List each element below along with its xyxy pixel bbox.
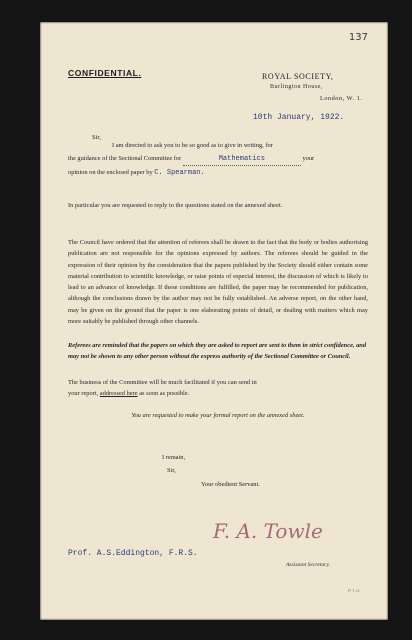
request-line-3-start: opinion on the enclosed paper by [68, 169, 153, 176]
folio-number: 137 [348, 32, 368, 43]
report-request-line-1: The business of the Committee will be much facilitated if you can send in [68, 379, 257, 386]
annexed-questions-paragraph: In particular you are requested to reply to the questions stated on the annexed sheet. [68, 202, 283, 209]
request-line-3 [68, 167, 205, 179]
committee-value: Mathematics [218, 155, 265, 163]
request-line-2-end: your [302, 155, 315, 162]
report-request-line-2 [68, 388, 368, 399]
closing-sir: Sir, [167, 467, 176, 474]
report-request-start: your report, [68, 390, 99, 398]
report-request-end: as soon as possible. [139, 390, 190, 398]
request-line-2-start: the guidance of the Sectional Committee for [68, 155, 182, 162]
author-value: C. Spearman. [154, 169, 205, 177]
request-line-2 [68, 153, 314, 166]
recipient-address: Prof. A.S.Eddington, F.R.S. [68, 549, 198, 558]
council-instructions-paragraph: The Council have ordered that the attention of referees shall be drawn to the fact that the body or bodies authorising publication are not responsible for the opinions expressed by authors. The referees should be guided in the expression of their opinion by the consideration that the papers published by the Society should either contain some material contribution to scientific knowledge, or raise points of especial interest, the discussion of which is likely to lead to an advance of knowledge. If these conditions are fulfilled, the paper may be recommended for publication, although the conclusions drawn by the author may not be fully established. An adverse report, on the other hand, may be given on the ground that the paper is one elaborating points of detail, or dealing with matters which may more suitably be published through other channels. [68, 239, 368, 326]
confidential-heading: CONFIDENTIAL. [68, 68, 142, 78]
closing-servant: Your obedient Servant. [201, 481, 260, 488]
handwritten-signature: F. A. Towle [213, 519, 323, 543]
confidentiality-reminder: Referees are reminded that the papers on which they are asked to report are sent to them in strict confidence, and may not be shown to any other person without the express authority of the Sectional Committee or Council. [68, 342, 367, 361]
please-turn-over: P.T.O. [348, 588, 362, 593]
letter-date: 10th January, 1922. [253, 113, 345, 122]
closing-remain: I remain, [162, 454, 186, 461]
addressed-here: addressed here [99, 390, 138, 398]
letter-page [40, 22, 388, 620]
city-address: London, W. 1. [320, 95, 363, 102]
committee-field [183, 153, 301, 166]
report-request-paragraph [68, 377, 368, 400]
request-line-1: I am directed to ask you to be so good as to give in writing, for [112, 142, 273, 149]
signatory-title: Assistant Secretary. [286, 562, 330, 568]
formal-report-note: You are requested to make your formal report on the annexed sheet. [131, 412, 305, 419]
institution-name: ROYAL SOCIETY, [262, 72, 334, 81]
street-address: Burlington House, [270, 84, 323, 90]
salutation: Sir, [92, 134, 101, 141]
